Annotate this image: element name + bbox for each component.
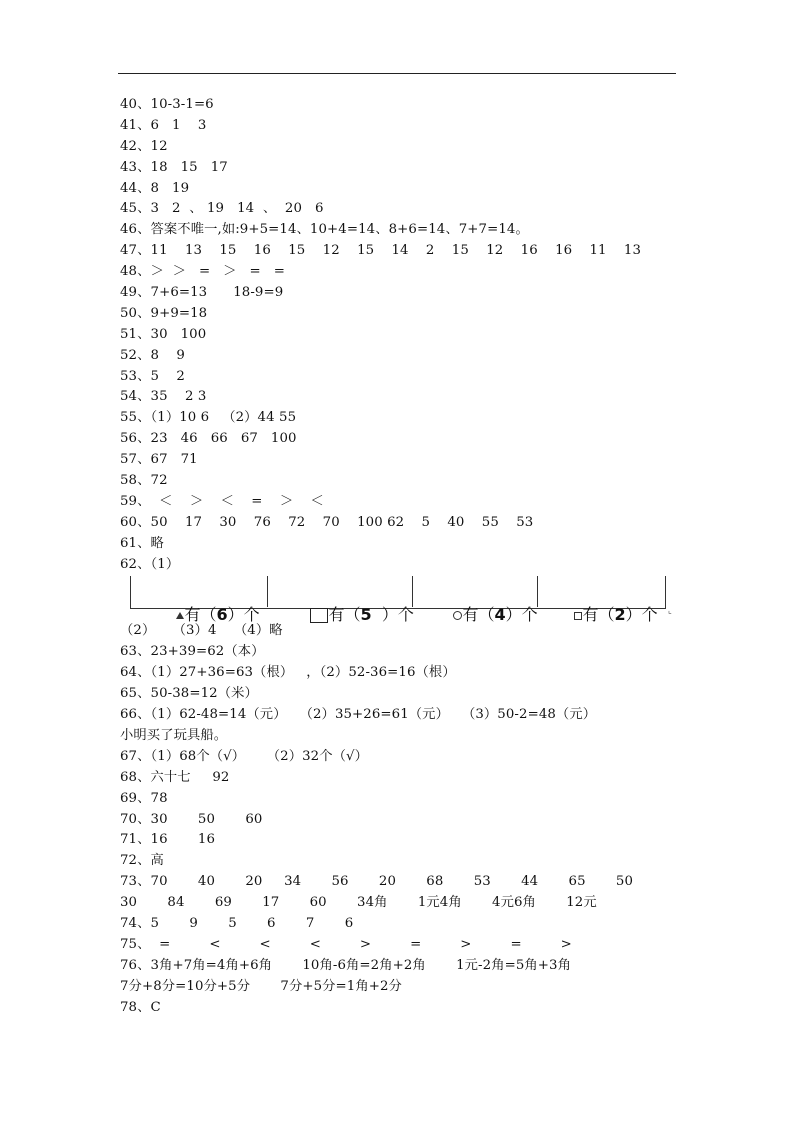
answer-line: 60、50 17 30 76 72 70 100 62 5 40 55 53 bbox=[120, 514, 534, 530]
answer-line: 76、3角+7角=4角+6角 10角-6角=2角+2角 1元-2角=5角+3角 bbox=[120, 957, 572, 973]
answer-line: 48、＞ ＞ = ＞ = = bbox=[120, 264, 286, 280]
answer-line: 55、（1）10 6 （2）44 55 bbox=[120, 410, 297, 426]
answers-40-62 bbox=[120, 95, 680, 575]
header-rule bbox=[118, 73, 676, 74]
answer-line: 42、12 bbox=[120, 138, 168, 154]
answer-line: 61、略 bbox=[120, 535, 164, 551]
answer-line: 64、（1）27+36=63（根） ，（2）52-36=16（根） bbox=[120, 665, 456, 681]
triangle-icon bbox=[176, 612, 184, 619]
answer-line: 43、18 15 17 bbox=[120, 159, 228, 175]
answer-line: 47、11 13 15 16 15 12 15 14 2 15 12 16 16 11 13 bbox=[120, 243, 642, 259]
answer-line: 71、16 16 bbox=[120, 832, 216, 848]
answer-line: 74、5 9 5 6 7 6 bbox=[120, 915, 354, 931]
answer-line: （2） （3）4 （4）略 bbox=[120, 623, 283, 639]
square-icon bbox=[310, 608, 328, 623]
answer-line: 小明买了玩具船。 bbox=[120, 727, 228, 743]
table-divider bbox=[412, 576, 413, 607]
circle-icon bbox=[453, 611, 462, 620]
answer-sheet bbox=[120, 95, 680, 1018]
answer-line: 57、67 71 bbox=[120, 452, 198, 468]
answer-line: 44、8 19 bbox=[120, 180, 190, 196]
table-cell-small-square: 有（2）个 bbox=[543, 576, 658, 606]
answer-line: 54、35 2 3 bbox=[120, 389, 207, 405]
answer-line: 50、9+9=18 bbox=[120, 305, 208, 321]
table-divider bbox=[267, 576, 268, 607]
answer-line: 59、 ＜ ＞ ＜ = ＞ ＜ bbox=[120, 493, 324, 509]
answer-line: 70、30 50 60 bbox=[120, 811, 263, 827]
answer-line: 56、23 46 66 67 100 bbox=[120, 431, 297, 447]
table-divider bbox=[537, 576, 538, 607]
answer-line: 51、30 100 bbox=[120, 326, 207, 342]
answer-line: 73、70 40 20 34 56 20 68 53 44 65 50 bbox=[120, 874, 634, 890]
answer-line: 52、8 9 bbox=[120, 347, 185, 363]
answer-line: 75、 = < < < > = > = > bbox=[120, 936, 572, 952]
answer-line: 66、（1）62-48=14（元） （2）35+26=61（元） （3）50-2=48（元） bbox=[120, 707, 597, 723]
table-cell-circle: 有（4）个 bbox=[422, 576, 538, 606]
answer-line: 65、50-38=12（米） bbox=[120, 686, 258, 702]
answer-line: 49、7+6=13 18-9=9 bbox=[120, 285, 284, 301]
answer-line: 67、（1）68个（√） （2）32个（√） bbox=[120, 748, 368, 764]
small-square-icon bbox=[574, 612, 582, 620]
shape-count-table bbox=[130, 576, 666, 625]
answer-line: 30 84 69 17 60 34角 1元4角 4元6角 12元 bbox=[120, 895, 597, 911]
answer-line: 62、（1） bbox=[120, 556, 180, 572]
answer-line: 45、3 2 、 19 14 、 20 6 bbox=[120, 201, 324, 217]
answer-line: 68、六十七 92 bbox=[120, 769, 230, 785]
answer-line: 78、C bbox=[120, 999, 161, 1015]
table-cell-triangle: 有（6）个 bbox=[145, 576, 260, 606]
answer-line: 72、高 bbox=[120, 853, 164, 869]
answer-line: 46、答案不唯一,如:9+5=14、10+4=14、8+6=14、7+7=14。 bbox=[120, 222, 529, 238]
answer-line: 53、5 2 bbox=[120, 368, 185, 384]
answer-line: 7分+8分=10分+5分 7分+5分=1角+2分 bbox=[120, 978, 402, 994]
answer-line: 63、23+39=62（本） bbox=[120, 644, 265, 660]
answer-line: 40、10-3-1=6 bbox=[120, 97, 214, 112]
answer-line: 41、6 1 3 bbox=[120, 117, 207, 133]
stray-mark: ⌞ bbox=[668, 606, 672, 615]
answers-62-78 bbox=[120, 621, 680, 1018]
answer-line: 69、78 bbox=[120, 790, 168, 806]
table-cell-square: 有（5 ）个 bbox=[279, 576, 414, 606]
answer-line: 58、72 bbox=[120, 473, 168, 489]
